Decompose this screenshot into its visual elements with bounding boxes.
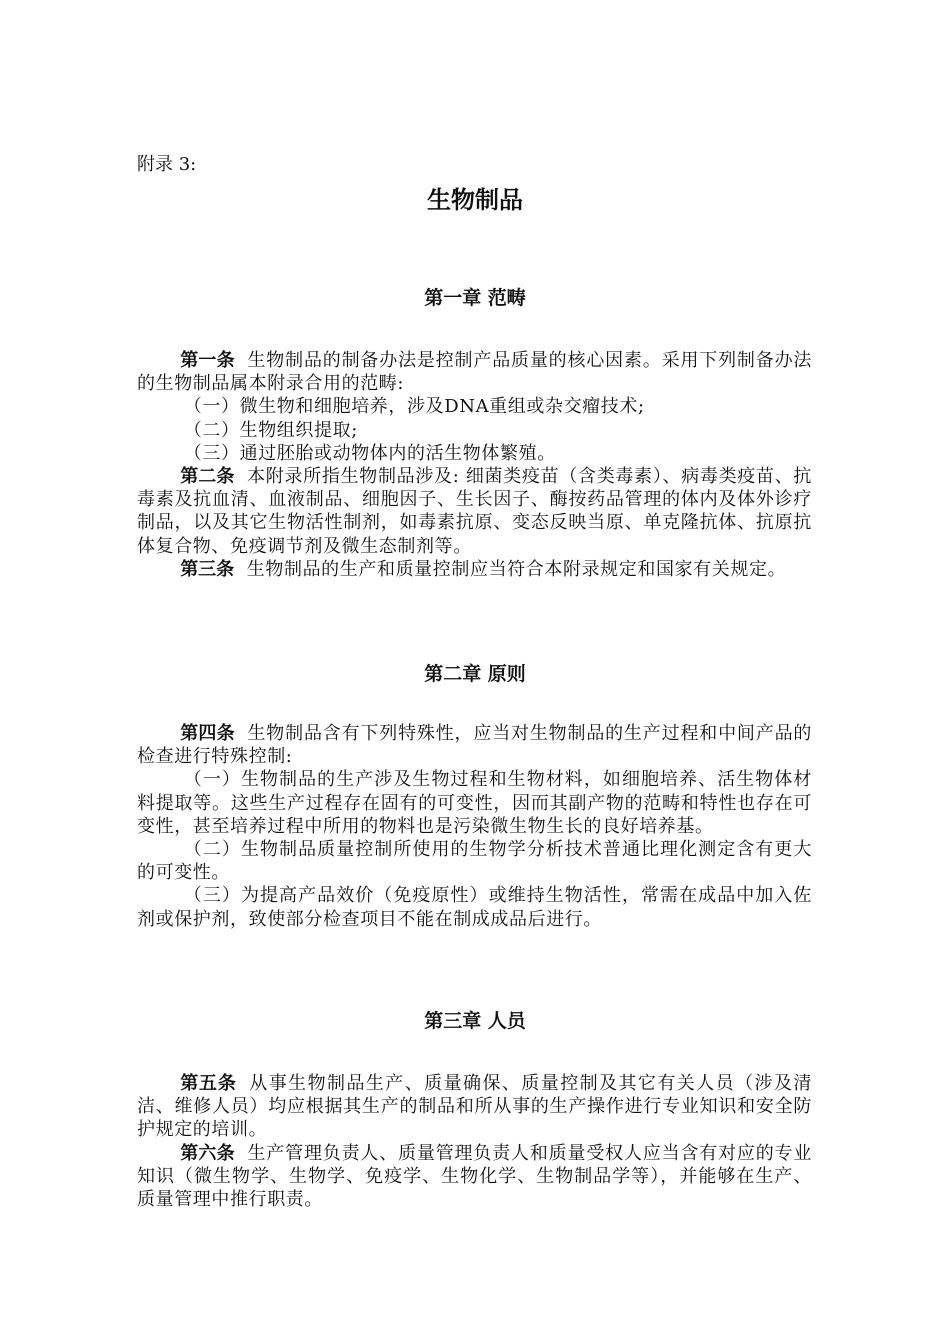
article-1-item-2: （二）生物组织提取; [183,419,358,441]
chapter-heading-2: 第二章 原则 [424,663,526,685]
chapter-heading-1: 第一章 范畴 [424,287,526,309]
article-6-label: 第六条 [180,1142,235,1164]
article-5-text: 从事生物制品生产、质量确保、质量控制及其它有关人员（涉及清洁、维修人员）均应根据其生产的制品和所从事的生产操作进行专业知识和安全防护规定的培训。 [137,1073,812,1141]
article-1-item-3: （三）通过胚胎或动物体内的活生物体繁殖。 [183,442,556,464]
article-6-text: 生产管理负责人、质量管理负责人和质量受权人应当含有对应的专业知识（微生物学、生物学、免疫学、生物化学、生物制品学等），并能够在生产、质量管理中推行职责。 [137,1142,813,1211]
article-6 [137,1142,812,1212]
chapter-3-body [137,1072,812,1211]
article-4-label: 第四条 [180,723,235,744]
article-2 [137,465,812,558]
article-4-item-2: （二）生物制品质量控制所使用的生物学分析技术普通比理化测定含有更大的可变性。 [137,839,812,884]
article-1-text: 生物制品的制备办法是控制产品质量的核心因素。采用下列制备办法的生物制品属本附录合用的范畴: [137,350,813,395]
article-1-item-1: （一）微生物和细胞培养，涉及DNA重组或杂交瘤技术; [183,396,645,418]
document-title: 生物制品 [427,186,523,214]
article-1 [137,349,812,395]
article-4-item-1: （一）生物制品的生产涉及生物过程和生物材料，如细胞培养、活生物体材料提取等。这些生产过程存在固有的可变性，因而其副产物的范畴和特性也存在可变性，甚至培养过程中所用的物料也是污染微生物生长的良好培养基。 [137,769,812,837]
article-3-text: 生物制品的生产和质量控制应当符合本附录规定和国家有关规定。 [246,558,787,580]
article-2-label: 第二条 [180,466,235,488]
article-3-label: 第三条 [180,558,235,580]
chapter-2-body [137,722,812,931]
article-2-text: 本附录所指生物制品涉及: 细菌类疫苗（含类毒素）、病毒类疫苗、抗毒素及抗血清、血液制品、细胞因子、生长因子、酶按药品管理的体内及体外诊疗制品，以及其它生物活性制剂，如毒素抗原、变态反映当原、单克隆抗体、抗原抗体复合物、免疫调节剂及微生态制剂等。 [137,466,813,557]
chapter-heading-3: 第三章 人员 [424,1010,526,1032]
article-4-text: 生物制品含有下列特殊性，应当对生物制品的生产过程和中间产品的检查进行特殊控制: [137,723,813,768]
article-4-item-3: （三）为提高产品效价（免疫原性）或维持生物活性，常需在成品中加入佐剂或保护剂，致使部分检查项目不能在制成成品后进行。 [137,885,812,930]
article-3 [137,558,812,581]
article-5-label: 第五条 [180,1073,237,1094]
article-5 [137,1072,812,1142]
article-1-label: 第一条 [180,350,235,371]
article-4 [137,722,812,768]
appendix-label: 附录 3: [137,154,197,175]
chapter-1-body [137,349,812,581]
